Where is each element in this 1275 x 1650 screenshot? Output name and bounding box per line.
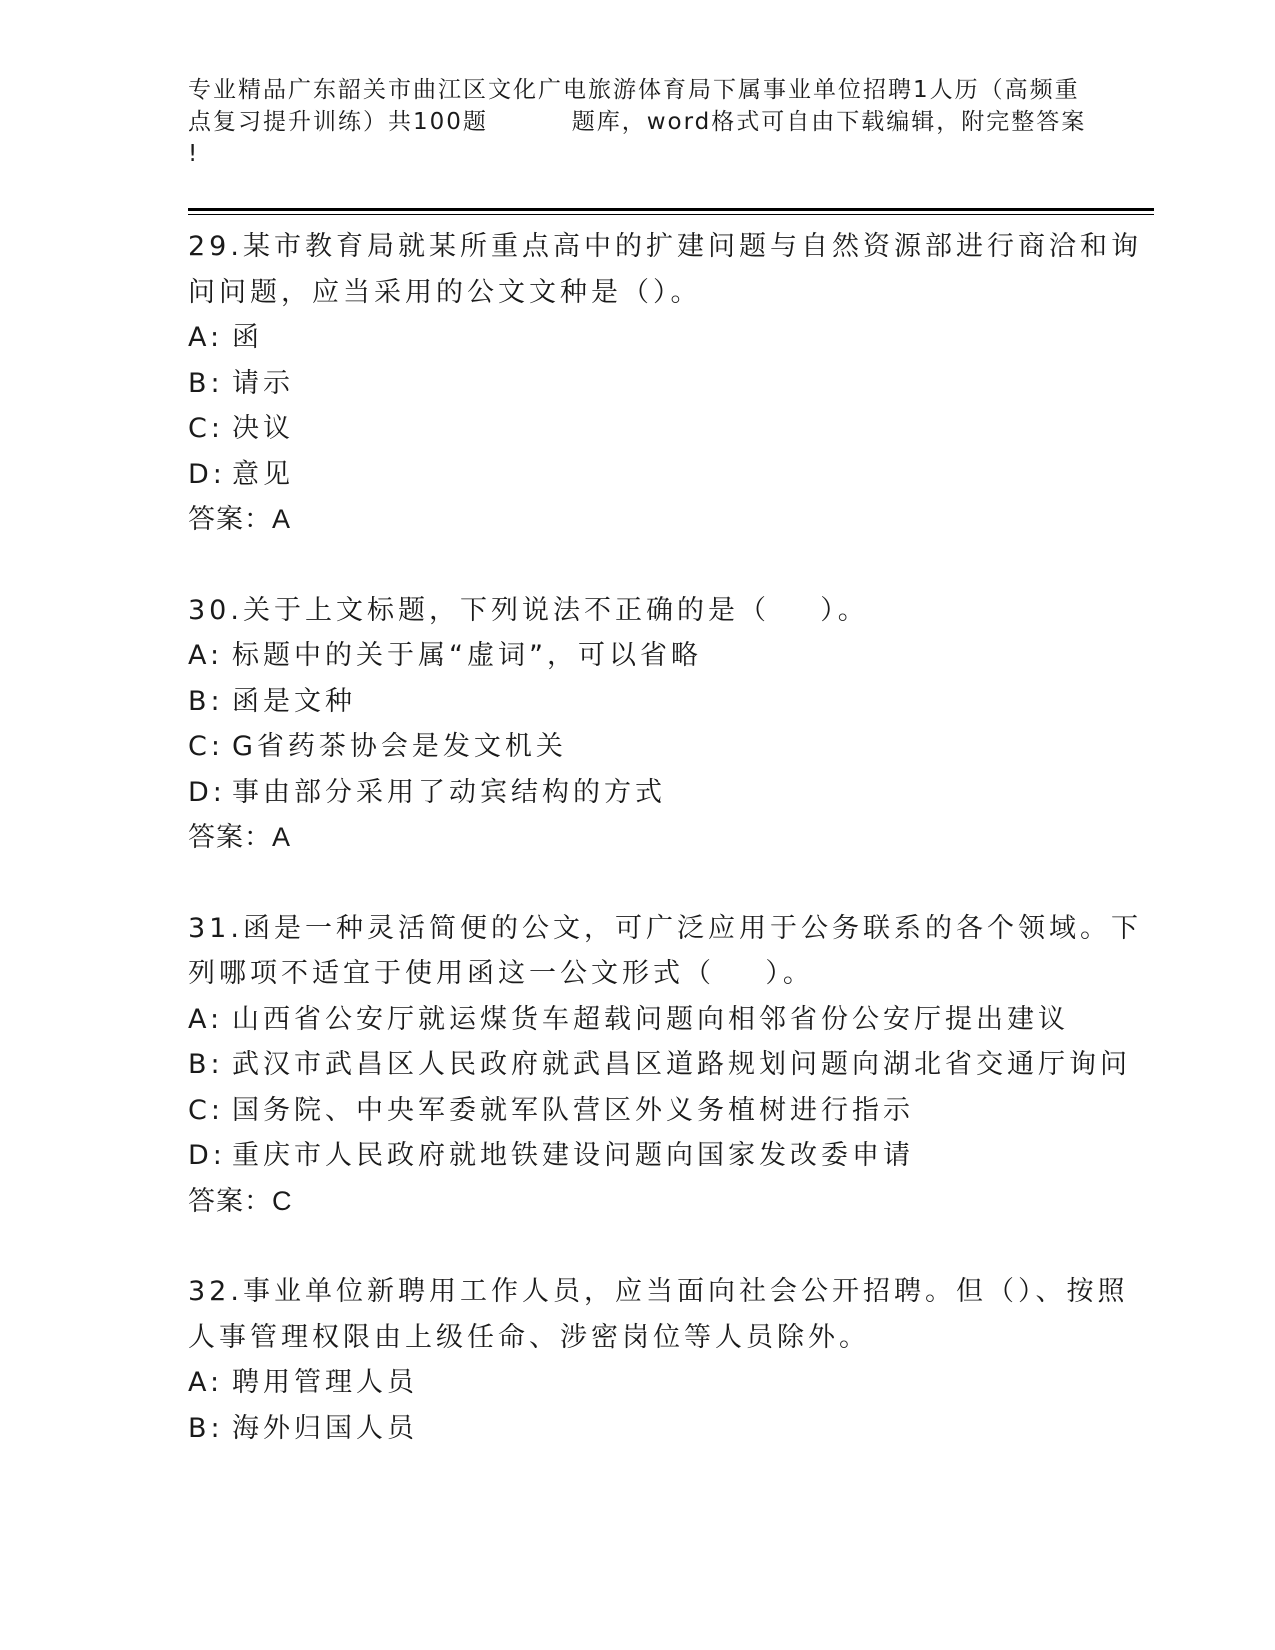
option-letter: A: xyxy=(188,1003,224,1035)
answer-line: 答案：C xyxy=(188,1185,293,1216)
option-letter: B: xyxy=(188,367,224,399)
option-a xyxy=(188,315,1088,361)
question-29 xyxy=(188,224,1142,543)
question-32 xyxy=(188,1269,1129,1451)
question-text: 30.关于上文标题，下列说法不正确的是（ ）。 xyxy=(188,594,869,626)
option-text: 函 xyxy=(232,322,263,353)
question-text: 31.函是一种灵活简便的公文，可广泛应用于公务联系的各个领域。下 xyxy=(188,912,1142,944)
option-letter: C: xyxy=(188,731,224,762)
option-letter: D: xyxy=(188,1140,226,1171)
option-b xyxy=(188,679,1088,725)
header-line: 专业精品广东韶关市曲江区文化广电旅游体育局下属事业单位招聘1人历（高频重 xyxy=(188,77,1080,103)
option-a xyxy=(188,997,1088,1043)
option-text: 海外归国人员 xyxy=(232,1412,418,1444)
option-text: 标题中的关于属“虚词”，可以省略 xyxy=(232,640,702,671)
option-letter: A: xyxy=(188,322,224,353)
question-text: 29.某市教育局就某所重点高中的扩建问题与自然资源部进行商洽和询 xyxy=(188,231,1142,262)
header-line: 点复习提升训练）共100题 题库，word格式可自由下载编辑，附完整答案 xyxy=(188,109,1087,135)
option-letter: A: xyxy=(188,1367,224,1398)
option-b xyxy=(188,1406,1088,1452)
option-letter: C: xyxy=(188,413,224,444)
option-text: 决议 xyxy=(232,413,294,444)
option-text: 国务院、中央军委就军队营区外义务植树进行指示 xyxy=(232,1094,914,1126)
question-31 xyxy=(188,906,1142,1225)
question-text: 列哪项不适宜于使用函这一公文形式（ ）。 xyxy=(188,958,814,989)
document-header xyxy=(188,74,1088,170)
question-list xyxy=(188,224,1142,1496)
question-text: 32.事业单位新聘用工作人员，应当面向社会公开招聘。但（）、按照 xyxy=(188,1276,1129,1307)
option-c xyxy=(188,1088,1088,1134)
option-b xyxy=(188,1042,1131,1088)
option-text: 武汉市武昌区人民政府就武昌区道路规划问题向湖北省交通厅询问 xyxy=(232,1049,1131,1080)
option-letter: D: xyxy=(188,458,226,490)
header-line: ! xyxy=(188,141,200,167)
option-text: 函是文种 xyxy=(232,685,356,717)
option-letter: B: xyxy=(188,1049,224,1080)
option-a xyxy=(188,633,1088,679)
option-d xyxy=(188,1133,1088,1179)
option-letter: A: xyxy=(188,640,224,671)
option-text: 请示 xyxy=(232,367,294,399)
option-letter: B: xyxy=(188,685,224,717)
option-text: 聘用管理人员 xyxy=(232,1367,418,1398)
question-text: 问问题，应当采用的公文文种是（）。 xyxy=(188,276,702,308)
option-a xyxy=(188,1360,1088,1406)
option-d xyxy=(188,452,1088,498)
option-c xyxy=(188,406,1088,452)
answer-line: 答案：A xyxy=(188,822,292,852)
answer-line: 答案：A xyxy=(188,504,292,534)
option-letter: C: xyxy=(188,1094,224,1126)
header-divider-thick xyxy=(188,208,1154,211)
option-letter: D: xyxy=(188,776,226,808)
option-text: G省药茶协会是发文机关 xyxy=(232,731,567,762)
option-text: 意见 xyxy=(232,458,294,490)
option-text: 事由部分采用了动宾结构的方式 xyxy=(232,776,666,808)
option-b xyxy=(188,361,1088,407)
question-text: 人事管理权限由上级任命、涉密岗位等人员除外。 xyxy=(188,1321,870,1353)
option-c xyxy=(188,724,1088,770)
option-text: 重庆市人民政府就地铁建设问题向国家发改委申请 xyxy=(232,1140,914,1171)
option-text: 山西省公安厅就运煤货车超载问题向相邻省份公安厅提出建议 xyxy=(232,1003,1069,1035)
header-divider-thin xyxy=(188,214,1154,215)
option-letter: B: xyxy=(188,1412,224,1444)
question-30 xyxy=(188,588,1088,861)
option-d xyxy=(188,770,1088,816)
